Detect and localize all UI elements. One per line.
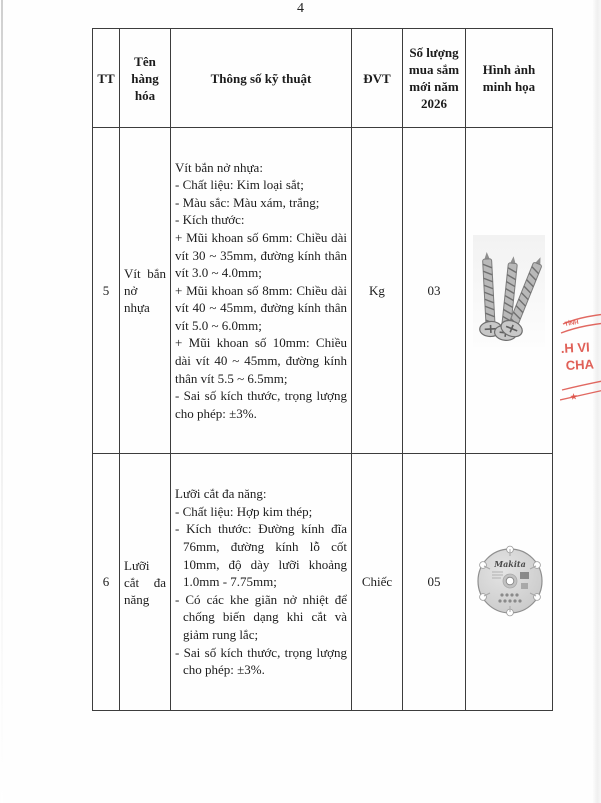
header-image: Hình ảnh minh họa	[466, 29, 553, 128]
procurement-table	[92, 28, 553, 711]
row5-image-cell	[466, 128, 553, 454]
header-tt: TT	[93, 29, 120, 128]
table-row	[93, 454, 553, 711]
row5-qty: 03	[403, 128, 466, 454]
cutting-disc-image	[470, 536, 550, 628]
spec-line: - Màu sắc: Màu xám, trắng;	[175, 194, 320, 210]
row6-specs	[171, 454, 352, 711]
spec-line: + Mũi khoan số 6mm: Chiều dài vít 30 ~ 35mm, đường kính thân vít 3.0 ~ 4.0mm;	[175, 229, 347, 281]
row5-name: Vít bắn nở nhựa	[120, 128, 171, 454]
row5-tt: 5	[93, 128, 120, 454]
spec-line: - Kích thước: Đường kính đĩa 76mm, đường kính lỗ cốt 10mm, độ dày lưỡi khoảng 1.0mm - 7.75mm;	[175, 521, 347, 590]
stamp-arc-text: TỈNH	[564, 319, 580, 328]
header-spec: Thông số kỹ thuật	[171, 29, 352, 128]
row5-specs	[171, 128, 352, 454]
table-row	[93, 128, 553, 454]
spec-line: Vít bắn nở nhựa:	[175, 159, 263, 175]
scan-edge-right	[592, 0, 601, 803]
spec-line: + Mũi khoan số 8mm: Chiều dài vít 40 ~ 45mm, đường kính thân vít 5.0 ~ 6.0mm;	[175, 282, 347, 333]
stamp-text-line1: .H VI	[560, 339, 591, 356]
row5-unit: Kg	[352, 128, 403, 454]
spec-line: - Chất liệu: Kim loại sắt;	[175, 177, 304, 193]
header-qty: Số lượng mua sắm mới năm 2026	[403, 29, 466, 128]
header-unit: ĐVT	[352, 29, 403, 128]
table-header-row	[93, 29, 553, 128]
spec-line: - Sai số kích thước, trọng lượng cho phép: ±3%.	[175, 388, 347, 421]
page-number: 4	[297, 1, 304, 16]
spec-line: - Có các khe giãn nở nhiệt để chống biến dạng khi cắt và giảm rung lắc;	[175, 591, 347, 642]
header-name: Tên hàng hóa	[120, 29, 171, 128]
row6-unit: Chiếc	[352, 454, 403, 711]
row6-tt: 6	[93, 454, 120, 711]
row6-qty: 05	[403, 454, 466, 711]
row6-image-cell	[466, 454, 553, 711]
spec-line: + Mũi khoan số 10mm: Chiều dài vít 40 ~ 45mm, đường kính thân vít 5.5 ~ 6.5mm;	[175, 335, 347, 386]
spec-line: - Kích thước:	[175, 212, 245, 228]
disc-brand-text: Makita	[494, 559, 526, 569]
spec-line: - Sai số kích thước, trọng lượng cho phép: ±3%.	[175, 644, 347, 678]
row6-name: Lưỡi cắt đa năng	[120, 454, 171, 711]
stamp-text-line2: CHA	[565, 356, 595, 373]
screws-image	[472, 234, 546, 348]
scan-edge-left	[1, 0, 3, 803]
spec-line: Lưỡi cắt đa năng:	[175, 486, 267, 502]
spec-line: - Chất liệu: Hợp kim thép;	[175, 503, 313, 519]
stamp-star-icon: ★	[569, 391, 579, 402]
